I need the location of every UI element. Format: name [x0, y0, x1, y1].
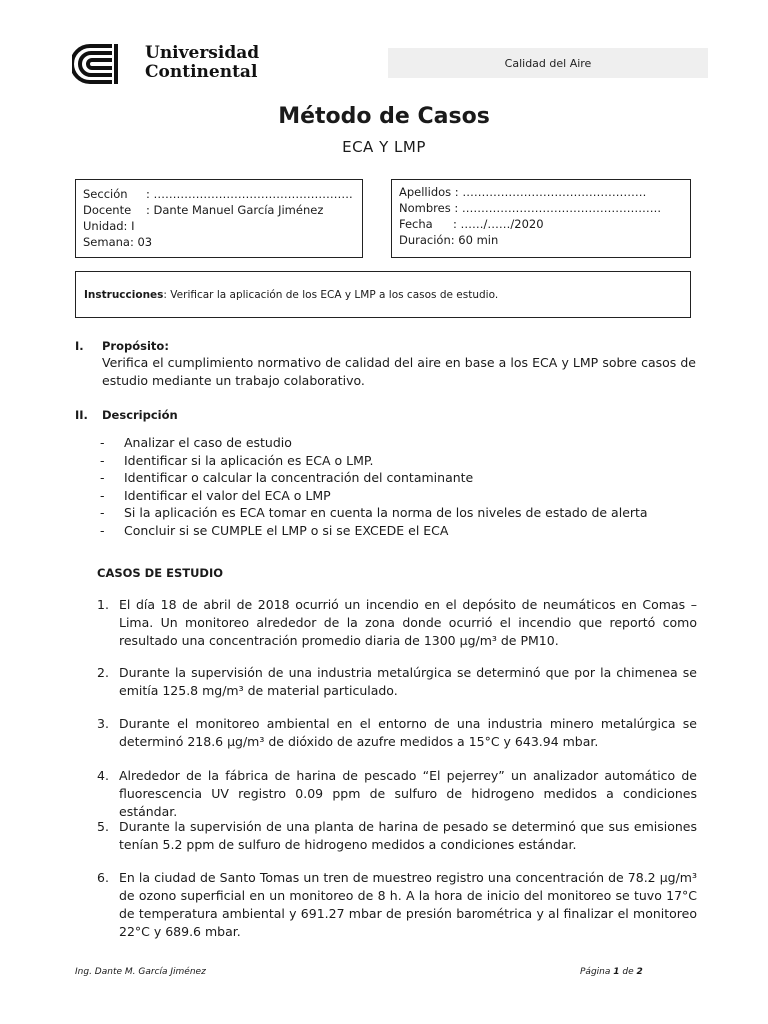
list-item: - Identificar si la aplicación es ECA o LMP.	[100, 452, 374, 468]
case-number: 4.	[97, 768, 109, 783]
fecha-label: Fecha	[399, 217, 433, 231]
seccion-label: Sección	[83, 187, 128, 201]
docente-row	[83, 202, 355, 218]
university-logo-icon	[72, 42, 134, 86]
case-text: Durante la supervisión de una industria metalúrgica se determinó que por la chimenea se emitía 125.8 mg/m³ de material particulado.	[119, 665, 697, 698]
case-item	[97, 664, 697, 700]
info-box-left	[75, 179, 363, 258]
cases-title: CASOS DE ESTUDIO	[97, 566, 224, 580]
apellidos-text: Apellidos : …………………………………………	[399, 185, 647, 199]
instructions-text: : Verificar la aplicación de los ECA y LMP a los casos de estudio.	[163, 288, 499, 301]
seccion-value: : …………………………………………….	[146, 187, 353, 201]
page-current: 1	[613, 967, 620, 977]
document-title: Método de Casos	[278, 104, 490, 129]
case-item	[97, 869, 697, 941]
unidad-text: Unidad: I	[83, 219, 135, 233]
list-item: - Concluir si se CUMPLE el LMP o si se EXCEDE el ECA	[100, 522, 449, 538]
page-of: de	[622, 967, 634, 977]
docente-value: : Dante Manuel García Jiménez	[146, 203, 324, 217]
university-name	[145, 44, 259, 82]
case-number: 5.	[97, 819, 109, 834]
duracion-row	[399, 232, 683, 248]
case-item	[97, 715, 697, 751]
fecha-row	[399, 216, 683, 232]
page-number	[580, 967, 643, 977]
list-item-text: Concluir si se CUMPLE el LMP o si se EXCEDE el ECA	[124, 522, 449, 538]
course-name: Calidad del Aire	[388, 48, 708, 78]
case-item	[97, 767, 697, 821]
instructions-label: Instrucciones	[84, 288, 164, 301]
case-text: Durante la supervisión de una planta de harina de pesado se determinó que sus emisiones tenían 5.2 ppm de sulfuro de hidrogeno medidos a condiciones estándar.	[119, 819, 697, 852]
case-number: 3.	[97, 716, 109, 731]
section1-text: Verifica el cumplimiento normativo de calidad del aire en base a los ECA y LMP sobre casos de estudio mediante un trabajo colaborativo.	[102, 355, 696, 388]
section2-title: Descripción	[102, 408, 178, 422]
page-prefix: Página	[580, 967, 611, 977]
page-total: 2	[636, 967, 643, 977]
docente-label: Docente	[83, 203, 132, 217]
semana-text: Semana: 03	[83, 235, 153, 249]
description-list	[100, 434, 700, 539]
case-number: 2.	[97, 665, 109, 680]
list-item: - Identificar el valor del ECA o LMP	[100, 487, 331, 503]
section2-number: II.	[75, 408, 88, 422]
case-text: Alrededor de la fábrica de harina de pescado “El pejerrey” un analizador automático de fluorescencia UV registro 0.09 ppm de sulfuro de hidrogeno medidos a condiciones estándar.	[119, 768, 697, 819]
duracion-text: Duración: 60 min	[399, 233, 499, 247]
case-item	[97, 596, 697, 650]
list-item-text: Analizar el caso de estudio	[124, 435, 292, 450]
nombres-text: Nombres : …………………………………………….	[399, 201, 662, 215]
list-item: - Si la aplicación es ECA tomar en cuenta la norma de los niveles de estado de alerta	[100, 505, 648, 520]
list-item-text: Identificar si la aplicación es ECA o LMP.	[124, 452, 374, 468]
seccion-row	[83, 186, 355, 202]
section1-number: I.	[75, 339, 84, 353]
logo-line1: Universidad	[145, 43, 260, 63]
list-item-text: Identificar el valor del ECA o LMP	[124, 487, 331, 503]
footer-author: Ing. Dante M. García Jiménez	[75, 967, 206, 977]
case-text: En la ciudad de Santo Tomas un tren de muestreo registro una concentración de 78.2 µg/m³ de ozono superficial en un monitoreo de 8 h. A la hora de inicio del monitoreo se tuvo 17°C de temperatura ambiental y 691.27 mbar de presión barométrica y al finalizar el monitoreo 22°C y 689.6 mbar.	[119, 870, 697, 939]
instructions-box	[75, 271, 691, 318]
fecha-value: : ……/……/2020	[453, 217, 544, 231]
case-number: 6.	[97, 870, 109, 885]
nombres-row	[399, 200, 683, 216]
case-item	[97, 818, 697, 854]
case-text: El día 18 de abril de 2018 ocurrió un incendio en el depósito de neumáticos en Comas – Lima. Un monitoreo alrededor de la zona donde ocurrió el incendio que reportó como resultado una concentración promedio diaria de 1300 µg/m³ de PM10.	[119, 597, 697, 648]
semana-row	[83, 234, 355, 250]
info-box-right	[391, 179, 691, 258]
case-number: 1.	[97, 597, 109, 612]
section1-title: Propósito:	[102, 339, 169, 353]
unidad-row	[83, 218, 355, 234]
list-item-text: Identificar o calcular la concentración del contaminante	[124, 470, 474, 485]
case-text: Durante el monitoreo ambiental en el entorno de una industria minero metalúrgica se determinó 218.6 µg/m³ de dióxido de azufre medidos a 15°C y 643.94 mbar.	[119, 716, 697, 749]
list-item: - Identificar o calcular la concentración del contaminante	[100, 470, 474, 485]
apellidos-row	[399, 184, 683, 200]
list-item-text: Si la aplicación es ECA tomar en cuenta la norma de los niveles de estado de alerta	[124, 505, 648, 520]
document-subtitle: ECA Y LMP	[342, 138, 426, 156]
list-item: - Analizar el caso de estudio	[100, 435, 292, 450]
logo-line2: Continental	[145, 62, 258, 82]
